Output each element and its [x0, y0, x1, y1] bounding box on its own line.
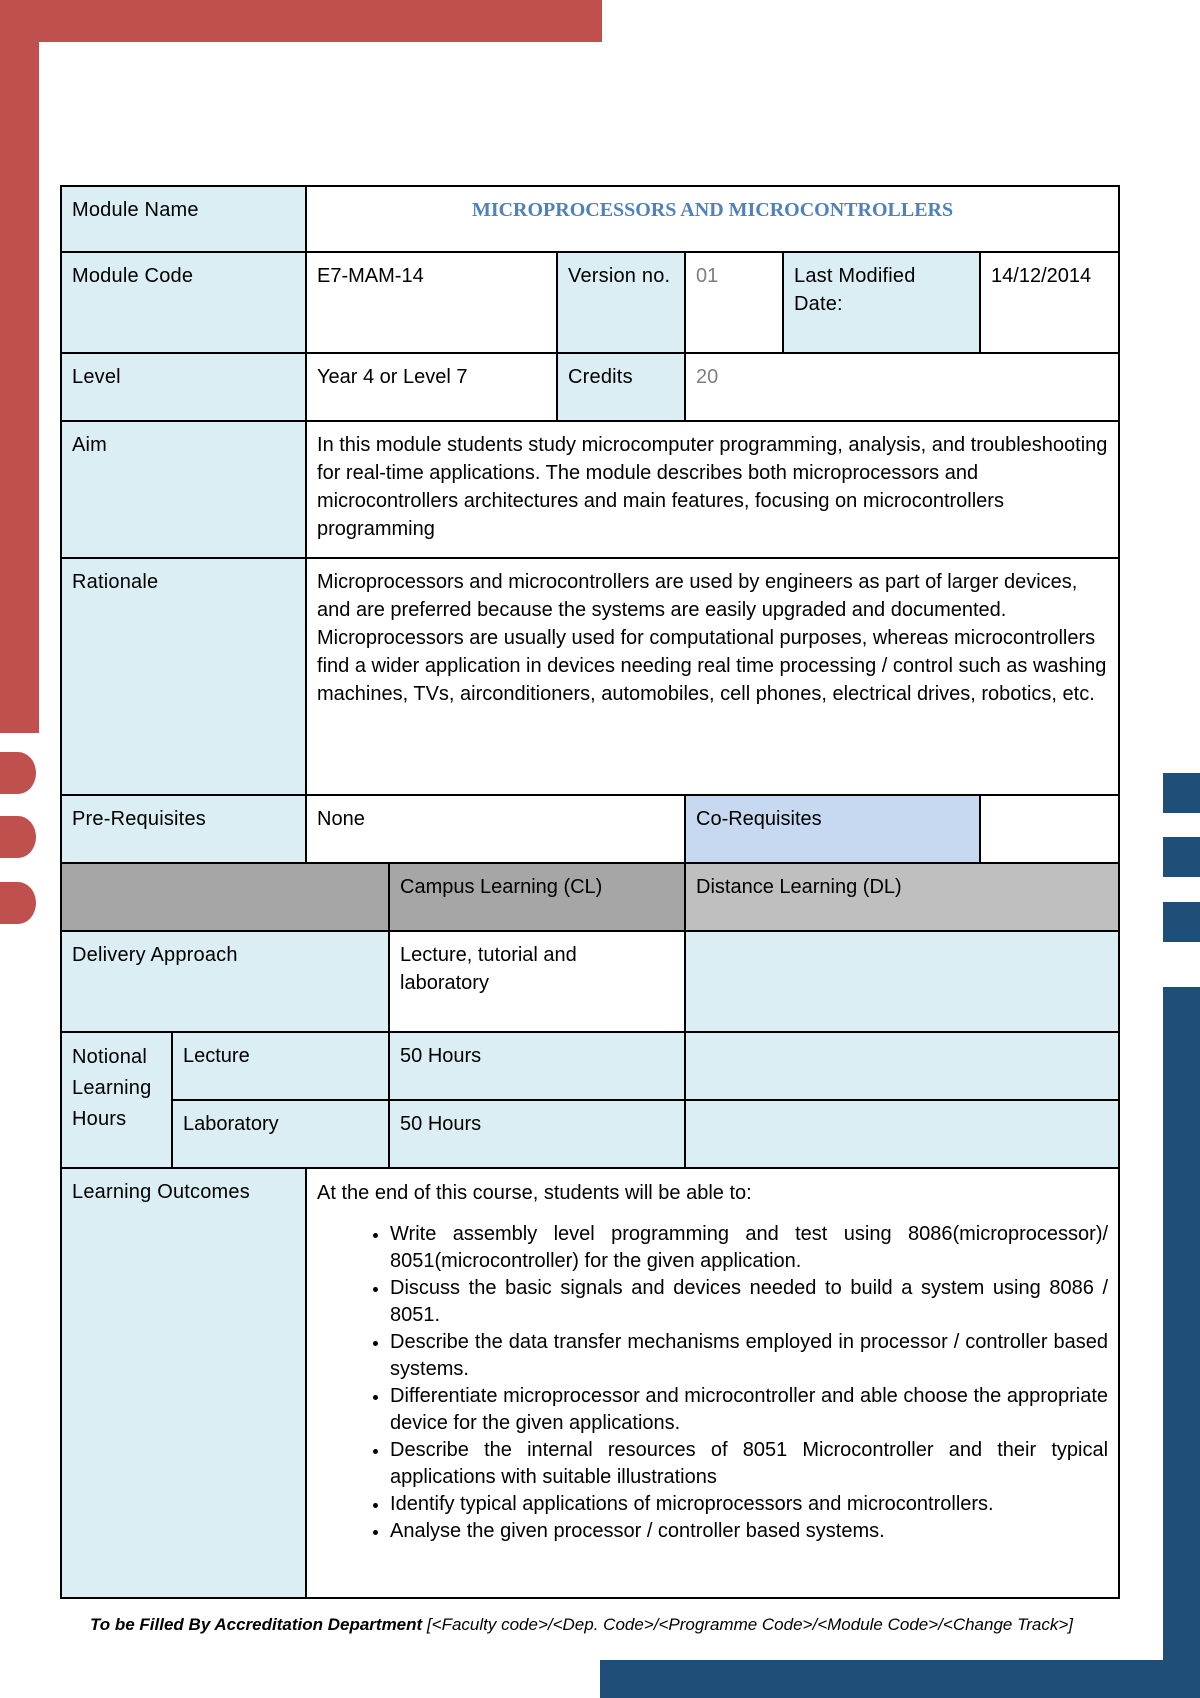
outcome-item: • Describe the data transfer mechanisms employed in processor / controller based systems.: [390, 1329, 1108, 1383]
row-lecture-hours: [61, 1032, 1119, 1100]
bottom-blue-bar: [600, 1660, 1200, 1698]
lecture-label: Lecture: [172, 1032, 389, 1100]
credits-value: 20: [685, 353, 1119, 421]
red-dot-decoration: [0, 816, 36, 858]
notional-hours-label: Notional Learning Hours: [61, 1032, 172, 1168]
delivery-approach-cl: Lecture, tutorial and laboratory: [389, 931, 685, 1032]
module-code-label: Module Code: [61, 252, 306, 353]
row-aim: [61, 421, 1119, 558]
distance-learning-header: Distance Learning (DL): [685, 863, 1119, 931]
prerequisites-label: Pre-Requisites: [61, 795, 306, 863]
laboratory-label: Laboratory: [172, 1100, 389, 1168]
laboratory-dl: [685, 1100, 1119, 1168]
top-red-bar: [0, 0, 602, 42]
last-modified-label: Last Modified Date:: [783, 252, 980, 353]
version-label: Version no.: [557, 252, 685, 353]
prerequisites-value: None: [306, 795, 685, 863]
rationale-text: Microprocessors and microcontrollers are used by engineers as part of larger devices, and are preferred because the systems are easily upgraded and documented. Microprocessors are usually used for computational purposes, whereas microcontrollers find a wider application in devices needing real time processing / control such as washing machines, TVs, airconditioners, automobiles, cell phones, electrical drives, robotics, etc.: [306, 558, 1119, 795]
laboratory-cl: 50 Hours: [389, 1100, 685, 1168]
left-red-bar: [0, 0, 39, 733]
row-lab-hours: [61, 1100, 1119, 1168]
lecture-dl: [685, 1032, 1119, 1100]
level-label: Level: [61, 353, 306, 421]
learning-outcomes-content: [306, 1168, 1119, 1598]
red-dot-decoration: [0, 752, 36, 794]
blue-square-decoration: [1163, 902, 1200, 942]
footer-track-code: [<Faculty code>/<Dep. Code>/<Programme Code>/<Module Code>/<Change Track>]: [426, 1615, 1073, 1634]
credits-label: Credits: [557, 353, 685, 421]
module-code-value: E7-MAM-14: [306, 252, 557, 353]
delivery-approach-dl: [685, 931, 1119, 1032]
module-name-label: Module Name: [61, 186, 306, 252]
row-delivery-approach: [61, 931, 1119, 1032]
outcome-item: • Identify typical applications of microprocessors and microcontrollers.: [390, 1491, 1108, 1518]
learning-outcomes-label: Learning Outcomes: [61, 1168, 306, 1598]
outcome-item: • Analyse the given processor / controller based systems.: [390, 1518, 1108, 1545]
footer-note: [90, 1615, 1073, 1635]
outcome-item: • Write assembly level programming and test using 8086(microprocessor)/ 8051(microcontroller) for the given application.: [390, 1221, 1108, 1275]
corequisites-label: Co-Requisites: [685, 795, 980, 863]
level-value: Year 4 or Level 7: [306, 353, 557, 421]
footer-filled-by: To be Filled By Accreditation Department: [90, 1615, 423, 1634]
row-learning-outcomes: [61, 1168, 1119, 1598]
rationale-label: Rationale: [61, 558, 306, 795]
outcome-item: • Discuss the basic signals and devices needed to build a system using 8086 / 8051.: [390, 1275, 1108, 1329]
learning-outcomes-list: [317, 1221, 1108, 1545]
corequisites-value: [980, 795, 1119, 863]
row-delivery-header: [61, 863, 1119, 931]
aim-text: In this module students study microcomputer programming, analysis, and troubleshooting for real-time applications. The module describes both microprocessors and microcontrollers architectures and main features, focusing on microcontrollers programming: [306, 421, 1119, 558]
version-value: 01: [685, 252, 783, 353]
delivery-approach-label: Delivery Approach: [61, 931, 389, 1032]
module-name-title: MICROPROCESSORS AND MICROCONTROLLERS: [306, 186, 1119, 252]
row-requisites: [61, 795, 1119, 863]
lecture-cl: 50 Hours: [389, 1032, 685, 1100]
row-level: [61, 353, 1119, 421]
red-dot-decoration: [0, 882, 36, 924]
row-module-name: [61, 186, 1119, 252]
right-blue-bar: [1163, 987, 1200, 1698]
last-modified-value: 14/12/2014: [980, 252, 1119, 353]
outcome-item: • Describe the internal resources of 8051 Microcontroller and their typical applications with suitable illustrations: [390, 1437, 1108, 1491]
blue-square-decoration: [1163, 837, 1200, 877]
blue-square-decoration: [1163, 773, 1200, 813]
aim-label: Aim: [61, 421, 306, 558]
outcome-item: • Differentiate microprocessor and microcontroller and able choose the appropriate device for the given applications.: [390, 1383, 1108, 1437]
row-module-code: [61, 252, 1119, 353]
delivery-header-blank: [61, 863, 389, 931]
learning-outcomes-intro: At the end of this course, students will be able to:: [317, 1182, 752, 1204]
module-spec-table: [60, 185, 1120, 1599]
campus-learning-header: Campus Learning (CL): [389, 863, 685, 931]
row-rationale: [61, 558, 1119, 795]
